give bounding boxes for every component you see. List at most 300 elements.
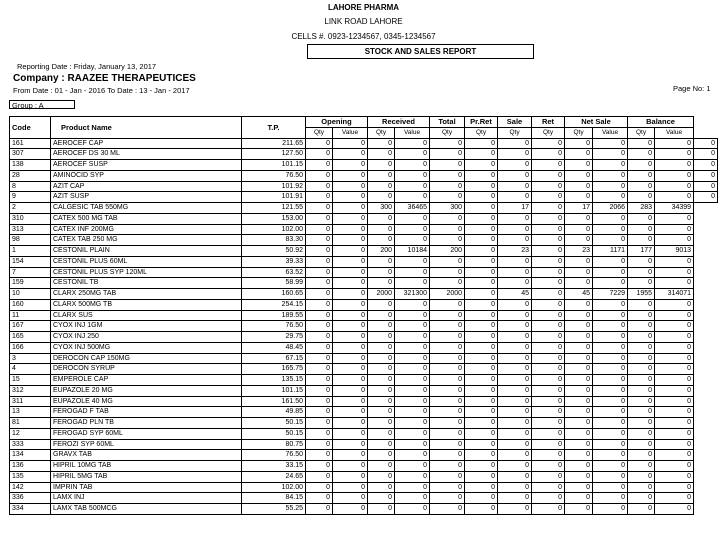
table-row xyxy=(10,471,718,482)
cell-value: 0 xyxy=(628,428,655,439)
cell-value: 0 xyxy=(498,461,532,472)
cell-value: 0 xyxy=(430,170,465,181)
cell-value: 0 xyxy=(430,310,465,321)
cell-code: 136 xyxy=(10,461,51,472)
cell-value: 0 xyxy=(465,493,498,504)
stock-sales-table xyxy=(9,116,718,515)
cell-tp: 161.50 xyxy=(242,396,306,407)
cell-code: 333 xyxy=(10,439,51,450)
cell-value: 0 xyxy=(655,213,694,224)
cell-value: 0 xyxy=(368,170,395,181)
cell-value: 0 xyxy=(498,181,532,192)
cell-value: 0 xyxy=(368,471,395,482)
cell-value: 0 xyxy=(498,213,532,224)
col-code: Code xyxy=(10,117,51,139)
cell-product-name: CATEX 500 MG TAB xyxy=(51,213,242,224)
cell-value: 0 xyxy=(532,439,565,450)
cell-tp: 55.25 xyxy=(242,504,306,515)
cell-value: 0 xyxy=(565,461,593,472)
cell-value: 0 xyxy=(628,332,655,343)
sub-qty: Qty xyxy=(628,127,655,138)
cell-value: 0 xyxy=(368,213,395,224)
cell-value: 0 xyxy=(498,310,532,321)
cell-value: 0 xyxy=(430,461,465,472)
cell-value: 0 xyxy=(465,138,498,149)
cell-value: 0 xyxy=(655,299,694,310)
cell-code: 336 xyxy=(10,493,51,504)
cell-value: 0 xyxy=(430,375,465,386)
table-row xyxy=(10,149,718,160)
table-row xyxy=(10,203,718,214)
table-row xyxy=(10,192,718,203)
cell-value: 0 xyxy=(532,160,565,171)
cell-value: 9013 xyxy=(655,246,694,257)
cell-value: 0 xyxy=(628,278,655,289)
cell-value: 0 xyxy=(368,461,395,472)
cell-value: 0 xyxy=(565,310,593,321)
cell-value: 0 xyxy=(532,471,565,482)
cell-value: 0 xyxy=(430,396,465,407)
table-row xyxy=(10,310,718,321)
cell-value: 0 xyxy=(465,504,498,515)
table-row xyxy=(10,299,718,310)
cell-product-name: CESTONIL TB xyxy=(51,278,242,289)
col-balance: Balance xyxy=(628,117,694,128)
cell-value: 0 xyxy=(655,482,694,493)
cell-value: 0 xyxy=(368,428,395,439)
cell-value: 0 xyxy=(465,342,498,353)
col-opening: Opening xyxy=(306,117,368,128)
cell-value: 0 xyxy=(395,396,430,407)
cell-value: 0 xyxy=(465,256,498,267)
cell-value: 0 xyxy=(655,471,694,482)
cell-tp: 101.15 xyxy=(242,160,306,171)
cell-value: 0 xyxy=(306,471,333,482)
cell-value: 0 xyxy=(368,310,395,321)
cell-value: 0 xyxy=(368,342,395,353)
cell-value: 0 xyxy=(498,504,532,515)
cell-value: 0 xyxy=(628,353,655,364)
cell-value: 0 xyxy=(395,160,430,171)
cell-value: 0 xyxy=(333,170,368,181)
cell-value: 23 xyxy=(498,246,532,257)
cell-value: 0 xyxy=(430,407,465,418)
cell-code: 167 xyxy=(10,321,51,332)
cell-value: 0 xyxy=(306,299,333,310)
cell-value: 0 xyxy=(628,439,655,450)
cell-value: 0 xyxy=(498,149,532,160)
cell-value: 0 xyxy=(395,353,430,364)
cell-value: 0 xyxy=(532,170,565,181)
table-row xyxy=(10,342,718,353)
company-line: Company : RAAZEE THERAPEUTICES xyxy=(13,73,196,84)
cell-value: 0 xyxy=(532,235,565,246)
cell-value: 0 xyxy=(395,428,430,439)
cell-value: 0 xyxy=(565,493,593,504)
cell-value: 0 xyxy=(498,375,532,386)
cell-value: 0 xyxy=(593,396,628,407)
cell-value: 0 xyxy=(368,138,395,149)
date-range: From Date : 01 - Jan - 2016 To Date : 13 - Jan - 2017 xyxy=(13,86,190,95)
cell-value: 0 xyxy=(565,375,593,386)
cell-value: 0 xyxy=(333,375,368,386)
cell-value: 0 xyxy=(532,138,565,149)
cell-value: 0 xyxy=(655,439,694,450)
cell-product-name: CYOX INJ 1GM xyxy=(51,321,242,332)
cell-value: 0 xyxy=(306,192,333,203)
cell-value: 0 xyxy=(655,267,694,278)
cell-value: 0 xyxy=(395,504,430,515)
cell-value: 0 xyxy=(368,278,395,289)
cell-value: 0 xyxy=(655,310,694,321)
cell-value: 0 xyxy=(306,203,333,214)
cell-value: 0 xyxy=(593,213,628,224)
cell-value: 0 xyxy=(655,332,694,343)
cell-value: 0 xyxy=(333,267,368,278)
cell-code: 11 xyxy=(10,310,51,321)
cell-tp: 127.50 xyxy=(242,149,306,160)
cell-value: 10184 xyxy=(395,246,430,257)
cell-value: 0 xyxy=(628,482,655,493)
cell-value: 0 xyxy=(333,396,368,407)
cell-product-name: EUPAZOLE 20 MG xyxy=(51,385,242,396)
cell-value: 0 xyxy=(498,332,532,343)
cell-value: 0 xyxy=(593,192,628,203)
cell-code: 3 xyxy=(10,353,51,364)
cell-value: 0 xyxy=(465,482,498,493)
cell-value: 0 xyxy=(565,138,593,149)
cell-value: 0 xyxy=(593,353,628,364)
cell-value: 0 xyxy=(628,418,655,429)
table-row xyxy=(10,267,718,278)
cell-tp: 80.75 xyxy=(242,439,306,450)
cell-tp: 153.00 xyxy=(242,213,306,224)
cell-value: 0 xyxy=(655,321,694,332)
cell-value: 300 xyxy=(430,203,465,214)
cell-value: 0 xyxy=(498,428,532,439)
cell-value: 0 xyxy=(306,482,333,493)
cell-value: 0 xyxy=(333,149,368,160)
cell-code: 313 xyxy=(10,224,51,235)
cell-product-name: CALGESIC TAB 550MG xyxy=(51,203,242,214)
cell-value: 0 xyxy=(395,192,430,203)
cell-value: 0 xyxy=(655,428,694,439)
cell-tp: 211.65 xyxy=(242,138,306,149)
cell-tp: 50.15 xyxy=(242,428,306,439)
cell-value: 0 xyxy=(498,396,532,407)
cell-tp: 254.15 xyxy=(242,299,306,310)
cell-value: 17 xyxy=(565,203,593,214)
table-row xyxy=(10,353,718,364)
cell-value: 0 xyxy=(694,138,718,149)
cell-value: 0 xyxy=(306,504,333,515)
cell-tp: 101.91 xyxy=(242,192,306,203)
cell-product-name: DEROCON CAP 150MG xyxy=(51,353,242,364)
cell-product-name: LAMX TAB 500MCG xyxy=(51,504,242,515)
cell-value: 0 xyxy=(430,138,465,149)
cell-value: 0 xyxy=(333,299,368,310)
cell-value: 0 xyxy=(306,450,333,461)
cell-value: 0 xyxy=(694,192,718,203)
cell-value: 0 xyxy=(368,375,395,386)
table-row xyxy=(10,493,718,504)
cell-value: 0 xyxy=(333,385,368,396)
cell-value: 0 xyxy=(593,461,628,472)
cell-value: 0 xyxy=(628,385,655,396)
cell-value: 0 xyxy=(465,289,498,300)
cell-value: 0 xyxy=(655,493,694,504)
cell-code: 9 xyxy=(10,192,51,203)
cell-product-name: FEROGAD PLN TB xyxy=(51,418,242,429)
cell-value: 0 xyxy=(333,428,368,439)
cell-value: 0 xyxy=(498,160,532,171)
cell-value: 0 xyxy=(430,471,465,482)
cell-value: 0 xyxy=(395,418,430,429)
table-row xyxy=(10,482,718,493)
cell-value: 0 xyxy=(628,364,655,375)
cell-value: 0 xyxy=(430,504,465,515)
cell-value: 0 xyxy=(306,170,333,181)
cell-value: 0 xyxy=(465,170,498,181)
cell-value: 0 xyxy=(628,181,655,192)
cell-product-name: CYOX INJ 250 xyxy=(51,332,242,343)
cell-value: 0 xyxy=(593,482,628,493)
cell-tp: 102.00 xyxy=(242,482,306,493)
cell-product-name: CLARX 250MG TAB xyxy=(51,289,242,300)
cell-value: 0 xyxy=(465,428,498,439)
cell-code: 307 xyxy=(10,149,51,160)
cell-value: 0 xyxy=(532,461,565,472)
col-product-name: Product Name xyxy=(51,117,242,139)
cell-value: 0 xyxy=(306,224,333,235)
cell-product-name: HIPRIL 10MG TAB xyxy=(51,461,242,472)
cell-value: 0 xyxy=(430,224,465,235)
cell-value: 0 xyxy=(565,213,593,224)
cell-product-name: HIPRIL 5MG TAB xyxy=(51,471,242,482)
table-row xyxy=(10,289,718,300)
cell-value: 0 xyxy=(430,439,465,450)
cell-value: 0 xyxy=(395,181,430,192)
cell-value: 0 xyxy=(306,493,333,504)
cell-value: 0 xyxy=(565,299,593,310)
cell-value: 0 xyxy=(368,149,395,160)
cell-value: 0 xyxy=(655,224,694,235)
cell-value: 0 xyxy=(565,450,593,461)
cell-value: 0 xyxy=(465,450,498,461)
cell-code: 13 xyxy=(10,407,51,418)
cell-value: 0 xyxy=(593,332,628,343)
cell-value: 0 xyxy=(532,149,565,160)
cell-value: 0 xyxy=(465,160,498,171)
cell-value: 0 xyxy=(306,321,333,332)
cell-value: 17 xyxy=(498,203,532,214)
cell-product-name: FEROZI SYP 60ML xyxy=(51,439,242,450)
cell-value: 0 xyxy=(333,235,368,246)
cell-value: 0 xyxy=(655,450,694,461)
cell-value: 0 xyxy=(532,375,565,386)
col-net-sale: Net Sale xyxy=(565,117,628,128)
cell-value: 0 xyxy=(333,471,368,482)
cell-value: 0 xyxy=(655,138,694,149)
cell-value: 177 xyxy=(628,246,655,257)
cell-value: 0 xyxy=(395,375,430,386)
cell-value: 0 xyxy=(565,278,593,289)
col-pr-ret: Pr.Ret xyxy=(465,117,498,128)
cell-value: 0 xyxy=(430,181,465,192)
cell-value: 0 xyxy=(430,256,465,267)
cell-value: 1955 xyxy=(628,289,655,300)
cell-tp: 121.55 xyxy=(242,203,306,214)
cell-value: 0 xyxy=(430,192,465,203)
cell-value: 0 xyxy=(532,482,565,493)
cell-product-name: CESTONIL PLUS 60ML xyxy=(51,256,242,267)
cell-value: 0 xyxy=(430,364,465,375)
cell-code: 138 xyxy=(10,160,51,171)
cell-value: 0 xyxy=(565,321,593,332)
cell-code: 4 xyxy=(10,364,51,375)
cell-value: 0 xyxy=(306,375,333,386)
table-row xyxy=(10,278,718,289)
cell-value: 0 xyxy=(498,256,532,267)
cell-value: 0 xyxy=(395,213,430,224)
sub-qty: Qty xyxy=(465,127,498,138)
cell-value: 0 xyxy=(628,224,655,235)
cell-value: 0 xyxy=(565,149,593,160)
cell-value: 0 xyxy=(628,149,655,160)
cell-value: 0 xyxy=(532,342,565,353)
cell-product-name: GRAVX TAB xyxy=(51,450,242,461)
cell-value: 0 xyxy=(368,450,395,461)
cell-value: 0 xyxy=(333,192,368,203)
cell-product-name: DEROCON SYRUP xyxy=(51,364,242,375)
cell-value: 0 xyxy=(465,418,498,429)
cell-value: 0 xyxy=(465,149,498,160)
cell-value: 0 xyxy=(565,407,593,418)
col-tp: T.P. xyxy=(242,117,306,139)
sub-value: Value xyxy=(333,127,368,138)
cell-value: 0 xyxy=(593,235,628,246)
table-row xyxy=(10,418,718,429)
cell-value: 0 xyxy=(593,138,628,149)
cell-value: 0 xyxy=(532,299,565,310)
cell-value: 0 xyxy=(532,289,565,300)
table-row xyxy=(10,396,718,407)
cell-value: 0 xyxy=(628,256,655,267)
cell-value: 0 xyxy=(655,375,694,386)
cell-value: 0 xyxy=(655,149,694,160)
cell-tp: 76.50 xyxy=(242,450,306,461)
cell-value: 0 xyxy=(593,149,628,160)
cell-value: 0 xyxy=(565,235,593,246)
cell-value: 0 xyxy=(395,493,430,504)
cell-value: 0 xyxy=(532,203,565,214)
reporting-date: Reporting Date : Friday, January 13, 2017 xyxy=(17,62,157,71)
cell-code: 81 xyxy=(10,418,51,429)
cell-tp: 101.92 xyxy=(242,181,306,192)
cell-tp: 50.92 xyxy=(242,246,306,257)
group-label: Group : A xyxy=(9,100,75,109)
cell-value: 0 xyxy=(465,471,498,482)
cell-value: 0 xyxy=(395,278,430,289)
cell-value: 0 xyxy=(368,364,395,375)
cell-tp: 160.65 xyxy=(242,289,306,300)
cell-code: 166 xyxy=(10,342,51,353)
cell-code: 2 xyxy=(10,203,51,214)
cell-value: 36465 xyxy=(395,203,430,214)
cell-value: 0 xyxy=(465,192,498,203)
cell-value: 0 xyxy=(532,353,565,364)
cell-code: 1 xyxy=(10,246,51,257)
sub-qty: Qty xyxy=(498,127,532,138)
cell-value: 1171 xyxy=(593,246,628,257)
header-row xyxy=(10,117,718,128)
cell-value: 0 xyxy=(333,310,368,321)
cell-tp: 63.52 xyxy=(242,267,306,278)
cell-code: 154 xyxy=(10,256,51,267)
cell-value: 0 xyxy=(498,407,532,418)
cell-value: 0 xyxy=(306,267,333,278)
cell-value: 0 xyxy=(395,450,430,461)
cell-value: 0 xyxy=(565,504,593,515)
cell-value: 0 xyxy=(368,407,395,418)
cell-value: 0 xyxy=(532,385,565,396)
cell-value: 0 xyxy=(333,353,368,364)
cell-value: 0 xyxy=(593,278,628,289)
cell-value: 283 xyxy=(628,203,655,214)
page-number: Page No: 1 xyxy=(673,84,711,93)
cell-product-name: CLARX SUS xyxy=(51,310,242,321)
report-title: STOCK AND SALES REPORT xyxy=(307,44,534,59)
cell-value: 0 xyxy=(655,160,694,171)
cell-value: 0 xyxy=(465,246,498,257)
cell-value: 0 xyxy=(430,385,465,396)
cell-code: 134 xyxy=(10,450,51,461)
company-address: LINK ROAD LAHORE xyxy=(324,17,403,26)
cell-value: 0 xyxy=(694,181,718,192)
cell-value: 0 xyxy=(306,289,333,300)
cell-value: 0 xyxy=(655,407,694,418)
cell-value: 0 xyxy=(593,439,628,450)
cell-value: 0 xyxy=(465,396,498,407)
table-row xyxy=(10,385,718,396)
cell-value: 0 xyxy=(565,385,593,396)
cell-value: 0 xyxy=(498,170,532,181)
cell-value: 0 xyxy=(565,342,593,353)
cell-value: 0 xyxy=(532,224,565,235)
cell-value: 0 xyxy=(628,504,655,515)
table-row xyxy=(10,170,718,181)
cell-value: 0 xyxy=(430,235,465,246)
cell-value: 0 xyxy=(655,170,694,181)
cell-value: 0 xyxy=(333,504,368,515)
cell-value: 0 xyxy=(430,160,465,171)
cell-code: 160 xyxy=(10,299,51,310)
cell-value: 0 xyxy=(628,461,655,472)
cell-value: 0 xyxy=(430,332,465,343)
cell-value: 0 xyxy=(333,138,368,149)
cell-value: 0 xyxy=(628,375,655,386)
cell-product-name: CATEX TAB 250 MG xyxy=(51,235,242,246)
cell-value: 200 xyxy=(368,246,395,257)
table-row xyxy=(10,224,718,235)
cell-value: 0 xyxy=(593,267,628,278)
cell-tp: 84.15 xyxy=(242,493,306,504)
cell-product-name: AMINOCID SYP xyxy=(51,170,242,181)
cell-value: 0 xyxy=(465,267,498,278)
cell-value: 0 xyxy=(628,138,655,149)
cell-value: 0 xyxy=(532,181,565,192)
cell-value: 0 xyxy=(306,160,333,171)
